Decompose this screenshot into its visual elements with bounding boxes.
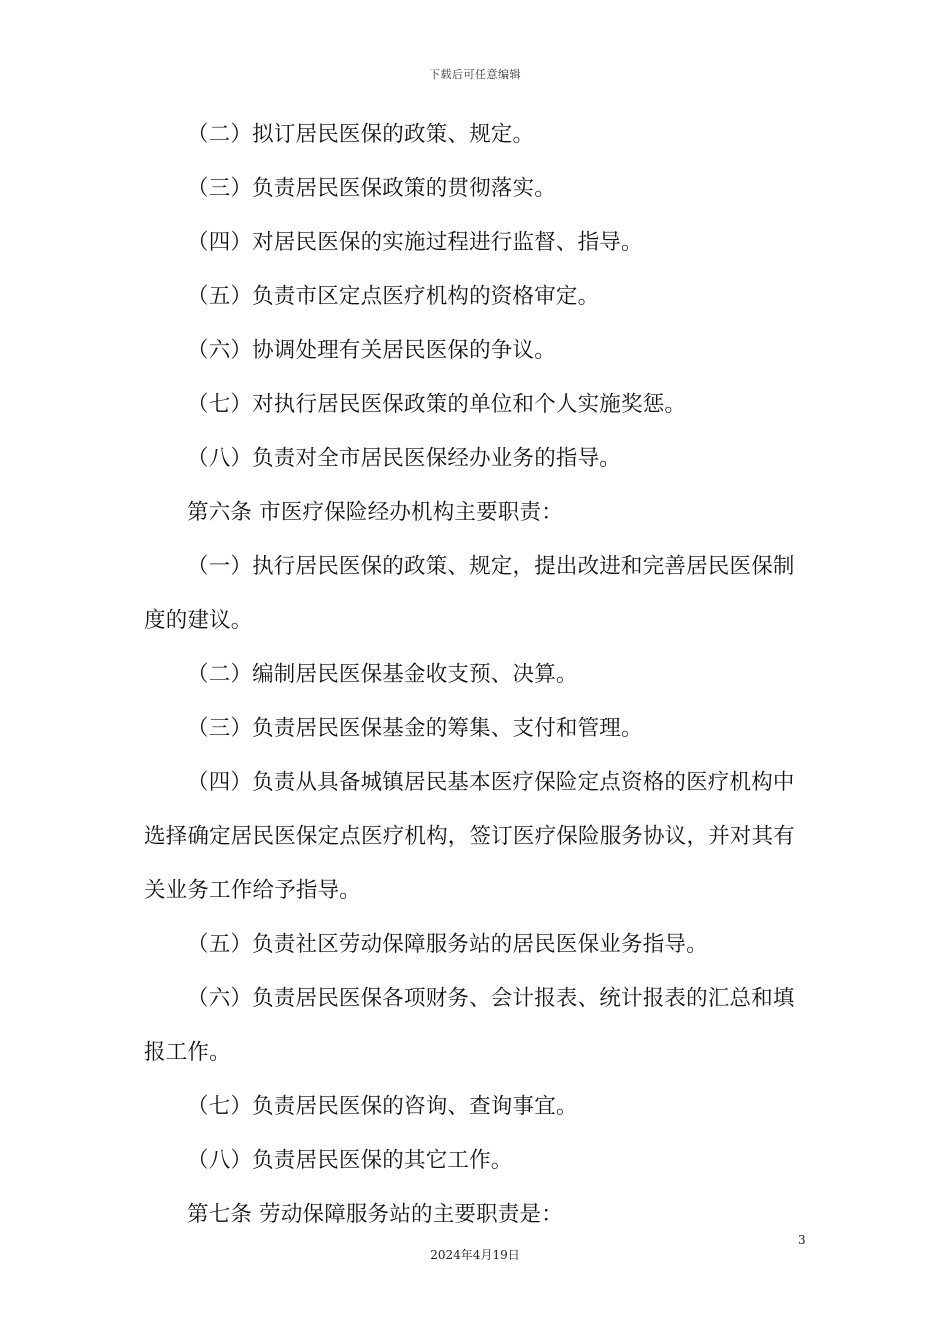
paragraph-6-3: （三）负责居民医保基金的筹集、支付和管理。 [187,716,643,741]
paragraph-6-8: （八）负责居民医保的其它工作。 [187,1148,513,1173]
paragraph-6-5: （五）负责社区劳动保障服务站的居民医保业务指导。 [187,932,708,957]
paragraph-2-5: （五）负责市区定点医疗机构的资格审定。 [187,284,600,309]
paragraph-2-8: （八）负责对全市居民医保经办业务的指导。 [187,446,622,471]
article-7-heading: 第七条 劳动保障服务站的主要职责是： [187,1202,563,1227]
paragraph-6-4: （四）负责从具备城镇居民基本医疗保险定点资格的医疗机构中选择确定居民医保定点医疗机构，签订医疗保险服务协议，并对其有关业务工作给予指导。 [144,770,796,903]
paragraph-6-6: （六）负责居民医保各项财务、会计报表、统计报表的汇总和填报工作。 [144,986,795,1065]
paragraph-2-4: （四）对居民医保的实施过程进行监督、指导。 [187,230,643,255]
page-header: 下载后可任意编辑 [429,68,521,81]
paragraph-6-1: （一）执行居民医保的政策、规定，提出改进和完善居民医保制度的建议。 [144,554,795,633]
article-6-heading: 第六条 市医疗保险经办机构主要职责： [187,500,563,525]
paragraph-2-6: （六）协调处理有关居民医保的争议。 [187,338,556,363]
page-number: 3 [798,1233,806,1247]
paragraph-6-7: （七）负责居民医保的咨询、查询事宜。 [187,1094,578,1119]
page-footer-date: 2024年4月19日 [430,1248,520,1262]
paragraph-2-7: （七）对执行居民医保政策的单位和个人实施奖惩。 [187,392,687,417]
paragraph-6-2: （二）编制居民医保基金收支预、决算。 [187,662,578,687]
paragraph-2-3: （三）负责居民医保政策的贯彻落实。 [187,176,556,201]
paragraph-2-2: （二）拟订居民医保的政策、规定。 [187,122,535,147]
document-body [144,108,808,1242]
